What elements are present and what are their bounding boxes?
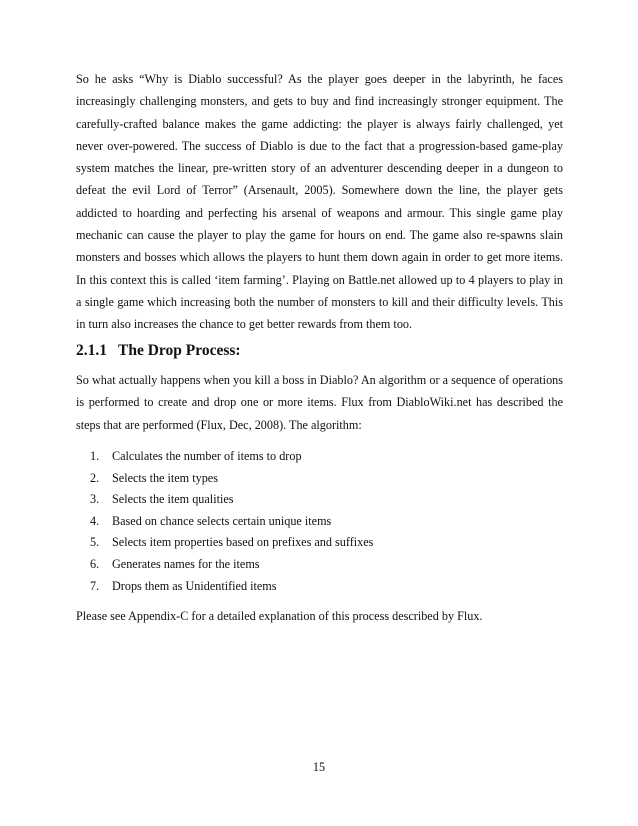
list-item xyxy=(76,532,556,554)
list-item-number: 3. xyxy=(90,492,100,507)
list-item xyxy=(76,489,556,511)
list-item xyxy=(76,554,556,576)
algorithm-step-list xyxy=(76,446,556,597)
page-number: 15 xyxy=(312,760,326,774)
list-item xyxy=(76,511,556,533)
list-item-text: Drops them as Unidentified items xyxy=(112,578,277,593)
list-item xyxy=(76,446,556,468)
section-number: 2.1.1 xyxy=(76,342,107,359)
body-paragraph-drop-intro: So what actually happens when you kill a boss in Diablo? An algorithm or a sequence of operations is performed to create and drop one or more items. Flux from DiabloWiki.net has described the steps that are performed (Flux, Dec, 2008). The algorithm: xyxy=(76,373,563,432)
list-item-text: Selects item properties based on prefixes and suffixes xyxy=(112,535,374,550)
list-item-number: 5. xyxy=(90,535,100,550)
list-item-number: 6. xyxy=(90,556,100,571)
list-item-text: Based on chance selects certain unique items xyxy=(112,513,332,528)
body-paragraph-diablo-success: So he asks “Why is Diablo successful? As the player goes deeper in the labyrinth, he faces increasingly challenging monsters, and gets to buy and find increasingly stronger equipment. The carefully-crafted balance makes the game addicting: the player is always fairly challenged, yet never over-powered. The success of Diablo is due to the fact that a progression-based game-play system matches the linear, pre-written story of an adventurer descending deeper in a dungeon to defeat the evil Lord of Terror” (Arsenault, 2005). Somewhere down the line, the player gets addicted to hoarding and perfecting his arsenal of weapons and armour. This single game play mechanic can cause the player to play the game for hours on end. The game also re-spawns slain monsters and bosses which allows the players to hunt them down again in order to get more items. In this context this is called ‘item farming’. Playing on Battle.net allowed up to 4 players to play in a single game which increasing both the number of monsters to kill and their difficulty levels. This in turn also increases the chance to get better rewards from them too. xyxy=(76,72,563,332)
list-item-number: 7. xyxy=(90,578,100,593)
list-item-text: Selects the item qualities xyxy=(112,492,234,507)
list-item-number: 1. xyxy=(90,449,100,463)
section-title: The Drop Process: xyxy=(118,342,241,359)
section-heading xyxy=(76,341,241,361)
body-paragraph-appendix-note: Please see Appendix-C for a detailed explanation of this process described by Flux. xyxy=(76,609,483,623)
list-item xyxy=(76,468,556,490)
list-item-text: Calculates the number of items to drop xyxy=(112,449,302,463)
list-item-text: Generates names for the items xyxy=(112,556,260,571)
list-item-number: 2. xyxy=(90,470,100,485)
list-item xyxy=(76,576,556,598)
list-item-text: Selects the item types xyxy=(112,470,218,485)
list-item-number: 4. xyxy=(90,513,100,528)
